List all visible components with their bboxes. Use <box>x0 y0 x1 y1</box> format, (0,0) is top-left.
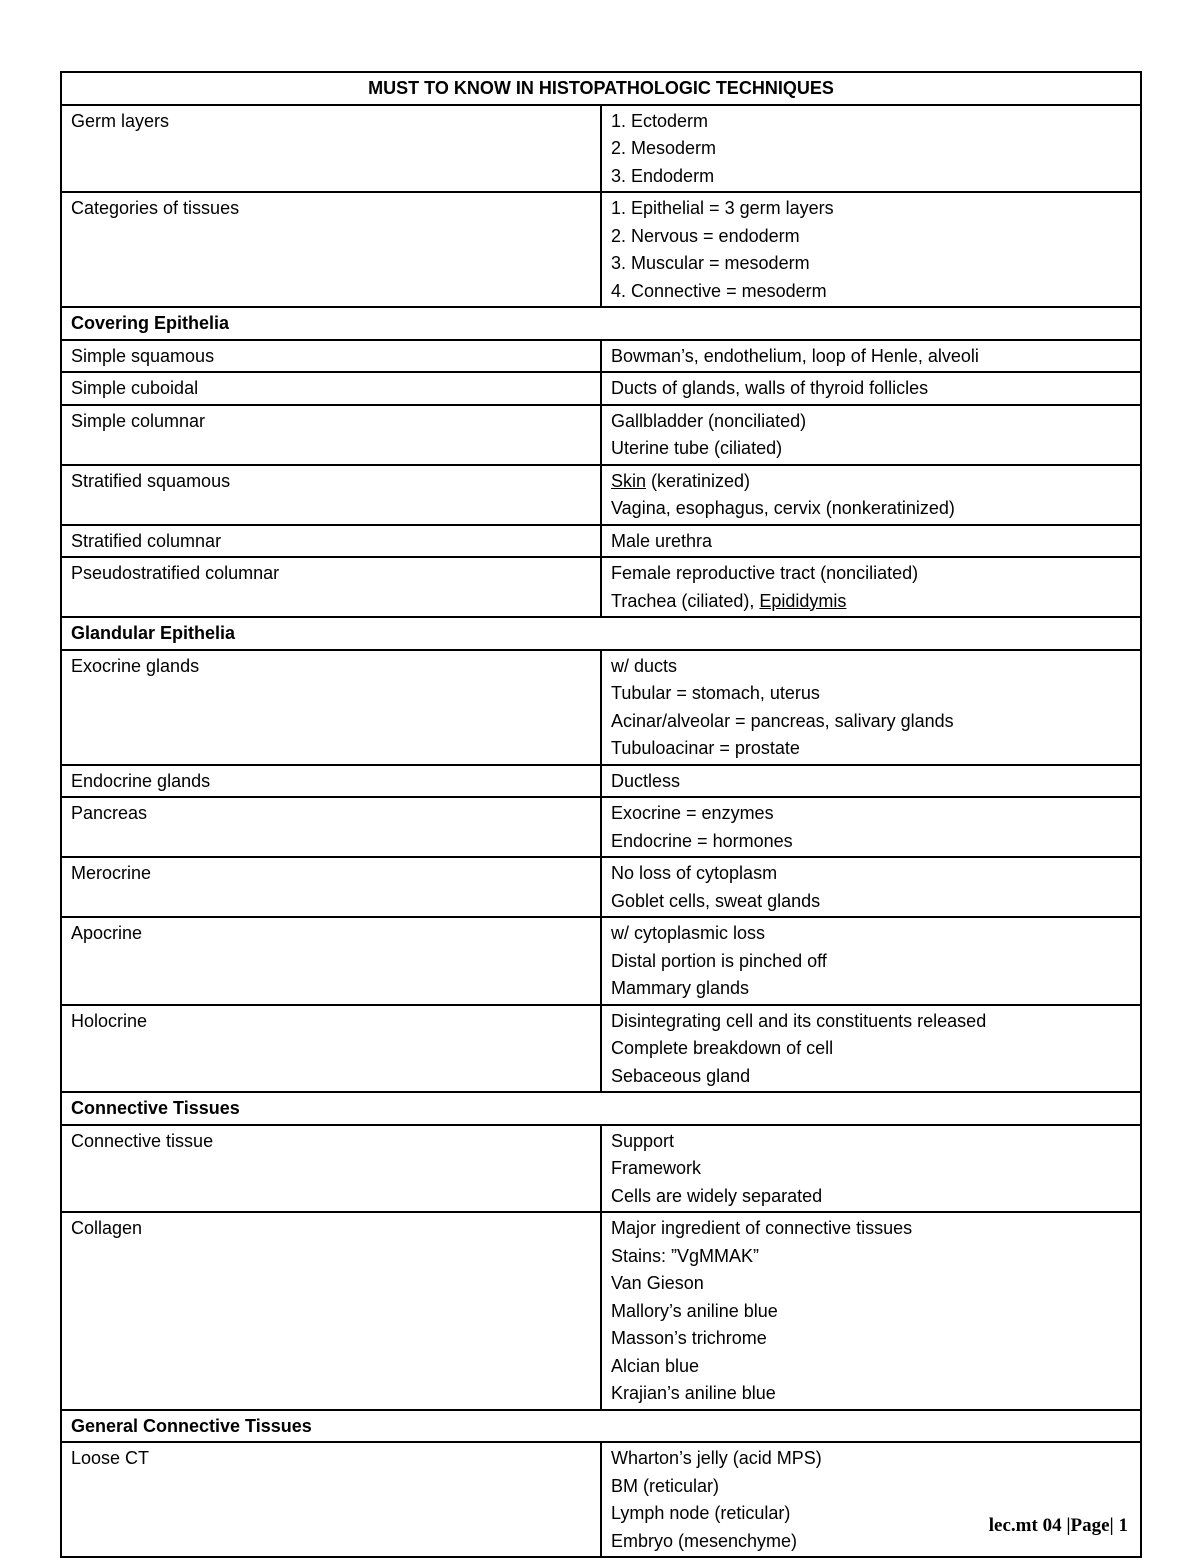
table-title: MUST TO KNOW IN HISTOPATHOLOGIC TECHNIQUES <box>61 72 1141 105</box>
description-text: Vagina, esophagus, cervix (nonkeratinized) <box>611 498 955 518</box>
description-text: Lymph node (reticular) <box>611 1503 791 1523</box>
description-line <box>611 1473 1131 1501</box>
description-text: No loss of cytoplasm <box>611 863 778 883</box>
description-text: Mallory’s aniline blue <box>611 1300 778 1321</box>
term-cell: Pseudostratified columnar <box>61 557 601 617</box>
description-line <box>611 343 1131 371</box>
description-cell <box>601 465 1141 525</box>
table-row <box>61 857 1141 917</box>
description-line <box>611 768 1131 796</box>
table-body <box>61 72 1141 1557</box>
section-heading: Glandular Epithelia <box>61 617 1141 650</box>
description-line <box>611 1063 1131 1091</box>
section-header-row <box>61 1410 1141 1443</box>
description-line <box>611 1008 1131 1036</box>
description-line <box>611 1183 1131 1211</box>
underlined-text: Skin <box>611 470 647 491</box>
description-cell <box>601 917 1141 1005</box>
term-cell: Simple squamous <box>61 340 601 373</box>
description-text: Embryo (mesenchyme) <box>611 1530 798 1551</box>
description-line <box>611 408 1131 436</box>
description-cell <box>601 557 1141 617</box>
table-row <box>61 192 1141 307</box>
description-text: Krajian’s aniline blue <box>611 1383 776 1403</box>
description-text: Male urethra <box>611 530 713 551</box>
description-text: Cells are widely separated <box>611 1185 823 1206</box>
description-cell <box>601 525 1141 558</box>
description-text: Acinar/alveolar = pancreas, salivary glands <box>611 710 954 731</box>
section-heading: General Connective Tissues <box>61 1410 1141 1443</box>
table-row <box>61 1005 1141 1093</box>
term-cell: Simple cuboidal <box>61 372 601 405</box>
description-cell <box>601 1212 1141 1410</box>
histopathology-table <box>60 71 1142 1558</box>
term-cell: Pancreas <box>61 797 601 857</box>
description-text: Complete breakdown of cell <box>611 1038 834 1058</box>
description-text: Endocrine = hormones <box>611 830 793 851</box>
description-line <box>611 468 1131 496</box>
table-row <box>61 557 1141 617</box>
term-cell: Endocrine glands <box>61 765 601 798</box>
table-row <box>61 797 1141 857</box>
table-row <box>61 372 1141 405</box>
description-text: Stains: ”VgMMAK” <box>611 1245 760 1266</box>
description-text: Tubular = stomach, uterus <box>611 683 820 703</box>
description-line <box>611 250 1131 278</box>
description-line <box>611 435 1131 463</box>
table-row <box>61 405 1141 465</box>
description-cell <box>601 1005 1141 1093</box>
description-text: Tubuloacinar = prostate <box>611 738 800 758</box>
description-text: 1. Ectoderm <box>611 110 709 131</box>
description-line <box>611 588 1131 616</box>
term-cell: Exocrine glands <box>61 650 601 765</box>
table-row <box>61 105 1141 193</box>
description-cell <box>601 372 1141 405</box>
description-line <box>611 375 1131 403</box>
term-cell: Loose CT <box>61 1442 601 1557</box>
description-cell <box>601 340 1141 373</box>
table-row <box>61 1442 1141 1557</box>
description-line <box>611 975 1131 1003</box>
description-text: Disintegrating cell and its constituents released <box>611 1010 987 1031</box>
table-row <box>61 465 1141 525</box>
section-header-row <box>61 307 1141 340</box>
description-line <box>611 108 1131 136</box>
description-cell <box>601 650 1141 765</box>
description-text: 3. Muscular = mesoderm <box>611 253 810 273</box>
description-text: Uterine tube (ciliated) <box>611 438 783 458</box>
description-text: Trachea (ciliated), <box>611 590 760 611</box>
description-text: 2. Nervous = endoderm <box>611 225 800 246</box>
description-line <box>611 1353 1131 1381</box>
description-line <box>611 860 1131 888</box>
section-header-row <box>61 1092 1141 1125</box>
description-cell <box>601 405 1141 465</box>
table-row <box>61 340 1141 373</box>
description-line <box>611 1445 1131 1473</box>
description-text: Gallbladder (nonciliated) <box>611 410 807 431</box>
term-cell: Connective tissue <box>61 1125 601 1213</box>
description-line <box>611 888 1131 916</box>
section-heading: Connective Tissues <box>61 1092 1141 1125</box>
description-line <box>611 1325 1131 1353</box>
description-line <box>611 1270 1131 1298</box>
description-text: Van Gieson <box>611 1273 704 1293</box>
term-cell: Stratified squamous <box>61 465 601 525</box>
description-line <box>611 1243 1131 1271</box>
description-cell <box>601 857 1141 917</box>
table-row <box>61 1125 1141 1213</box>
description-line <box>611 680 1131 708</box>
description-text: 2. Mesoderm <box>611 138 717 158</box>
description-text: Masson’s trichrome <box>611 1328 767 1348</box>
description-line <box>611 1380 1131 1408</box>
description-text: Support <box>611 1130 675 1151</box>
description-line <box>611 278 1131 306</box>
term-cell: Collagen <box>61 1212 601 1410</box>
description-line <box>611 163 1131 191</box>
description-line <box>611 800 1131 828</box>
description-text: Female reproductive tract (nonciliated) <box>611 563 919 583</box>
term-cell: Simple columnar <box>61 405 601 465</box>
term-cell: Stratified columnar <box>61 525 601 558</box>
description-text: Distal portion is pinched off <box>611 950 827 971</box>
description-cell <box>601 797 1141 857</box>
description-cell <box>601 1442 1141 1557</box>
page-footer: lec.mt 04 |Page| 1 <box>988 1515 1128 1536</box>
description-text: Wharton’s jelly (acid MPS) <box>611 1448 822 1468</box>
description-line <box>611 560 1131 588</box>
description-cell <box>601 765 1141 798</box>
description-line <box>611 1155 1131 1183</box>
table-row <box>61 765 1141 798</box>
description-text: Framework <box>611 1158 702 1178</box>
description-line <box>611 1298 1131 1326</box>
underlined-text: Epididymis <box>759 590 847 611</box>
description-text: Sebaceous gland <box>611 1065 751 1086</box>
description-text: 1. Epithelial = 3 germ layers <box>611 198 834 218</box>
description-text: 4. Connective = mesoderm <box>611 280 827 301</box>
description-text: Exocrine = enzymes <box>611 803 774 823</box>
description-line <box>611 653 1131 681</box>
description-text: Major ingredient of connective tissues <box>611 1218 913 1238</box>
description-cell <box>601 192 1141 307</box>
description-line <box>611 920 1131 948</box>
description-line <box>611 1128 1131 1156</box>
description-text: Bowman’s, endothelium, loop of Henle, alveoli <box>611 345 979 366</box>
description-cell <box>601 1125 1141 1213</box>
term-cell: Merocrine <box>61 857 601 917</box>
section-header-row <box>61 617 1141 650</box>
description-line <box>611 735 1131 763</box>
term-cell: Apocrine <box>61 917 601 1005</box>
table-row <box>61 1212 1141 1410</box>
table-row <box>61 525 1141 558</box>
description-line <box>611 948 1131 976</box>
description-line <box>611 708 1131 736</box>
description-line <box>611 1215 1131 1243</box>
term-cell: Categories of tissues <box>61 192 601 307</box>
description-line <box>611 223 1131 251</box>
title-row <box>61 72 1141 105</box>
description-text: w/ cytoplasmic loss <box>611 923 766 943</box>
description-text: Alcian blue <box>611 1355 700 1376</box>
description-text: (keratinized) <box>646 470 751 491</box>
table-row <box>61 917 1141 1005</box>
description-line <box>611 828 1131 856</box>
description-text: Goblet cells, sweat glands <box>611 890 821 911</box>
section-heading: Covering Epithelia <box>61 307 1141 340</box>
description-text: Mammary glands <box>611 978 750 998</box>
description-text: Ducts of glands, walls of thyroid follicles <box>611 378 929 398</box>
term-cell: Germ layers <box>61 105 601 193</box>
description-text: Ductless <box>611 770 681 791</box>
description-line <box>611 528 1131 556</box>
description-text: 3. Endoderm <box>611 165 715 186</box>
description-text: w/ ducts <box>611 655 678 676</box>
description-cell <box>601 105 1141 193</box>
description-line <box>611 195 1131 223</box>
description-line <box>611 1035 1131 1063</box>
description-text: BM (reticular) <box>611 1475 720 1496</box>
description-line <box>611 495 1131 523</box>
description-line <box>611 135 1131 163</box>
term-cell: Holocrine <box>61 1005 601 1093</box>
table-row <box>61 650 1141 765</box>
